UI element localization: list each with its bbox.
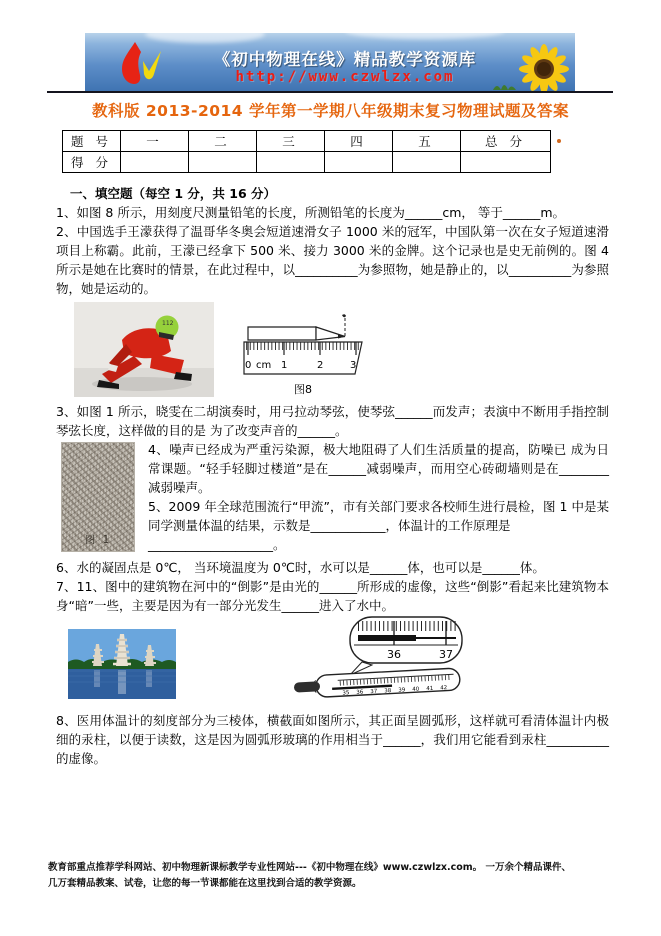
header-cell: 五 [393,131,461,152]
thermo-scale-36: 36 [356,689,364,696]
thermo-scale-39: 39 [398,687,406,694]
pencil-tip-mark [342,314,346,317]
ruler-tick-2: 2 [317,360,324,371]
ruler-caption: 图8 [294,383,312,396]
thermo-scale-38: 38 [384,688,392,695]
score-cell-empty [257,152,325,173]
header-cell: 总 分 [461,131,551,152]
header-cell: 题 号 [63,131,121,152]
score-row-label: 得 分 [63,152,121,173]
question-2: 2、中国选手王濛获得了温哥华冬奥会短道速滑女子 1000 米的冠军，中国队第一次在女子短道速滑项目上称霸。此前，王濛已经拿下 500 米、接力 3000 米的金牌。这个记录也是史无前例的。图 4 所示是她在比赛时的情景，在此过程中，以__________为参照物，她是静止的，以__________为参照物，她是运动的。 [56,224,609,296]
ruler-tick-0: 0 [245,360,252,371]
score-cell-empty [189,152,257,173]
site-banner [85,33,575,91]
header-cell: 二 [189,131,257,152]
thermo-scale-42: 42 [440,685,448,692]
footer-line-2: 几万套精品教案、试卷，让您的每一节课都能在这里找到合适的教学资源。 [48,878,362,889]
thermo-zoom-label-37: 37 [439,648,453,661]
thermo-scale-41: 41 [426,685,434,693]
erhu-photo [61,442,135,552]
section-heading: 一、填空题（每空 1 分，共 16 分） [70,186,277,201]
footer-line-1: 教育部重点推荐学科网站、初中物理新课标教学专业性网站---《初中物理在线》www.czwlzx.com。 一万余个精品课件、 [48,862,571,873]
ruler-figure [242,312,364,396]
thermometer-figure [292,615,468,714]
question-5-blank-line: ____________________。 [148,537,286,552]
cloud-decor [345,33,505,39]
score-cell-empty [121,152,189,173]
score-table-score-row [63,152,551,173]
question-7: 7、11、图中的建筑物在河中的“倒影”是由光的______所形成的虚像，这些“倒影”看起来比建筑物本身“暗”一些，主要是因为有一部分光发生______进入了水中。 [56,579,609,613]
stray-dot-decor [557,139,561,143]
figure-row-1 [56,298,609,402]
skater-photo [74,302,214,402]
question-8: 8、医用体温计的刻度部分为三棱体，横截面如图所示，其正面呈圆弧形，这样就可看清体温计内极细的汞柱，以便于读数，这是因为圆弧形玻璃的作用相当于______，我们用它能看到汞柱__________的虚像。 [56,713,609,766]
header-divider [47,91,613,93]
sunflower-icon [511,41,573,91]
question-4-5-block [56,440,609,558]
pagoda-photo [68,629,176,704]
score-cell-empty [461,152,551,173]
header-cell: 三 [257,131,325,152]
figure-row-2 [56,615,609,711]
ruler-unit-label: cm [256,360,272,371]
ruler-tick-3: 3 [350,360,357,371]
thermo-zoom-label-36: 36 [387,648,401,661]
thermo-scale-37: 37 [370,688,378,696]
score-cell-empty [325,152,393,173]
score-cell-empty [393,152,461,173]
question-content [56,184,609,768]
erhu-photo-caption: 图 1 [84,534,112,546]
site-url-link[interactable]: http://www.czwlzx.com [235,69,455,85]
header-cell: 一 [121,131,189,152]
thermo-scale-35: 35 [342,690,350,697]
ruler-tick-1: 1 [281,360,288,371]
question-5: 5、2009 年全球范围流行“甲流”，市有关部门要求各校师生进行晨检，图 1 中是某同学测量体温的结果，示数是____________，体温计的工作原理是 [148,499,609,533]
site-title: 《初中物理在线》精品教学资源库 [213,50,477,69]
score-table [62,130,551,173]
score-table-header-row [63,131,551,152]
question-4: 4、噪声已经成为严重污染源，极大地阻碍了人们生活质量的提高，防噪已 成为日常课题。“轻手轻脚过楼道”是在______减弱噪声，而用空心砖砌墙则是在________ 减弱噪声。 [148,442,609,495]
header-cell: 四 [325,131,393,152]
helmet-number: 112 [162,320,174,327]
question-6: 6、水的凝固点是 0℃， 当环境温度为 0℃时，水可以是______体，也可以是______体。 [56,560,545,575]
czwlzx-logo-icon [113,40,167,90]
document-title: 教科版 2013-2014 学年第一学期八年级期末复习物理试题及答案 [91,102,569,120]
question-3: 3、如图 1 所示，晓雯在二胡演奏时，用弓拉动琴弦，使琴弦______而发声；表演中不断用手指控制琴弦长度，这样做的目的是 为了改变声音的______。 [56,404,609,438]
page-footer [48,860,618,892]
thermo-scale-40: 40 [412,686,420,693]
question-1: 1、如图 8 所示，用刻度尺测量铅笔的长度，所测铅笔的长度为______cm， 等于______m。 [56,205,566,220]
